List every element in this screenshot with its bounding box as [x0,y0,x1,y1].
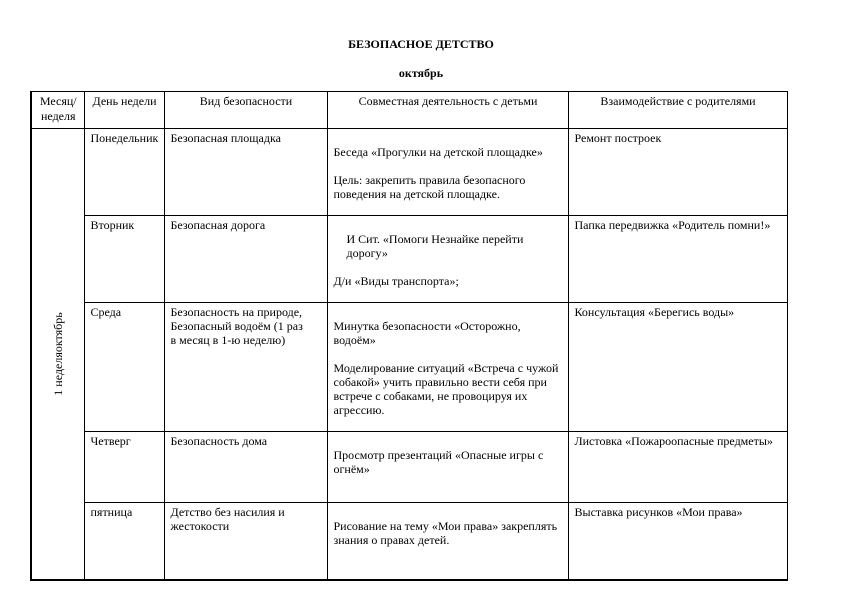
activity-cell [327,129,568,216]
day-cell: Четверг [84,432,164,503]
day-cell: пятница [84,503,164,580]
activity-cell [327,432,568,503]
parents-cell: Папка передвижка «Родитель помни!» [568,216,787,303]
parents-cell: Выставка рисунков «Мои права» [568,503,787,580]
safety-type-cell: Безопасность на природе, Безопасный водоём (1 раз в месяц в 1-ю неделю) [164,303,327,432]
parents-cell: Ремонт построек [568,129,787,216]
activity-paragraph: Минутка безопасности «Осторожно, водоём» [333,319,521,347]
activity-paragraph: Моделирование ситуаций «Встреча с чужой собакой» учить правильно вести себя при встрече с собаками, не провоцируя их агрессию. [333,361,559,417]
safety-type-cell: Безопасная дорога [164,216,327,303]
activity-cell [327,303,568,432]
table-row [31,216,787,303]
document-subtitle-month: октябрь [398,66,444,80]
activity-paragraph: Рисование на тему «Мои права» закреплять знания о правах детей. [333,519,558,547]
week-cell [31,129,84,580]
parents-cell: Консультация «Берегись воды» [568,303,787,432]
activity-paragraph: Просмотр презентаций «Опасные игры с огнём» [333,448,544,476]
activity-paragraph: И Сит. «Помоги Незнайке перейти дорогу» [346,232,524,260]
header-parents: Взаимодействие с родителями [568,92,787,129]
activity-paragraph: Цель: закрепить правила безопасного поведения на детской площадке. [333,173,526,201]
day-cell: Понедельник [84,129,164,216]
table-row [31,129,787,216]
activity-cell [327,503,568,580]
week-label: 1 неделяоктябрь [50,312,65,396]
activity-paragraph: Беседа «Прогулки на детской площадке» [333,145,543,159]
parents-cell: Листовка «Пожароопасные предметы» [568,432,787,503]
document-title: БЕЗОПАСНОЕ ДЕТСТВО [348,37,494,51]
header-day: День недели [84,92,164,129]
day-cell: Вторник [84,216,164,303]
safety-type-cell: Безопасность дома [164,432,327,503]
safety-type-cell: Безопасная площадка [164,129,327,216]
table-header-row [31,92,787,129]
header-month-week: Месяц/ неделя [31,92,84,129]
table-row [31,432,787,503]
header-joint-activity: Совместная деятельность с детьми [327,92,568,129]
safety-plan-table [30,91,788,581]
header-safety-type: Вид безопасности [164,92,327,129]
safety-type-cell: Детство без насилия и жестокости [164,503,327,580]
activity-paragraph: Д/и «Виды транспорта»; [333,274,459,288]
table-row [31,503,787,580]
table-row [31,303,787,432]
day-cell: Среда [84,303,164,432]
activity-cell [327,216,568,303]
